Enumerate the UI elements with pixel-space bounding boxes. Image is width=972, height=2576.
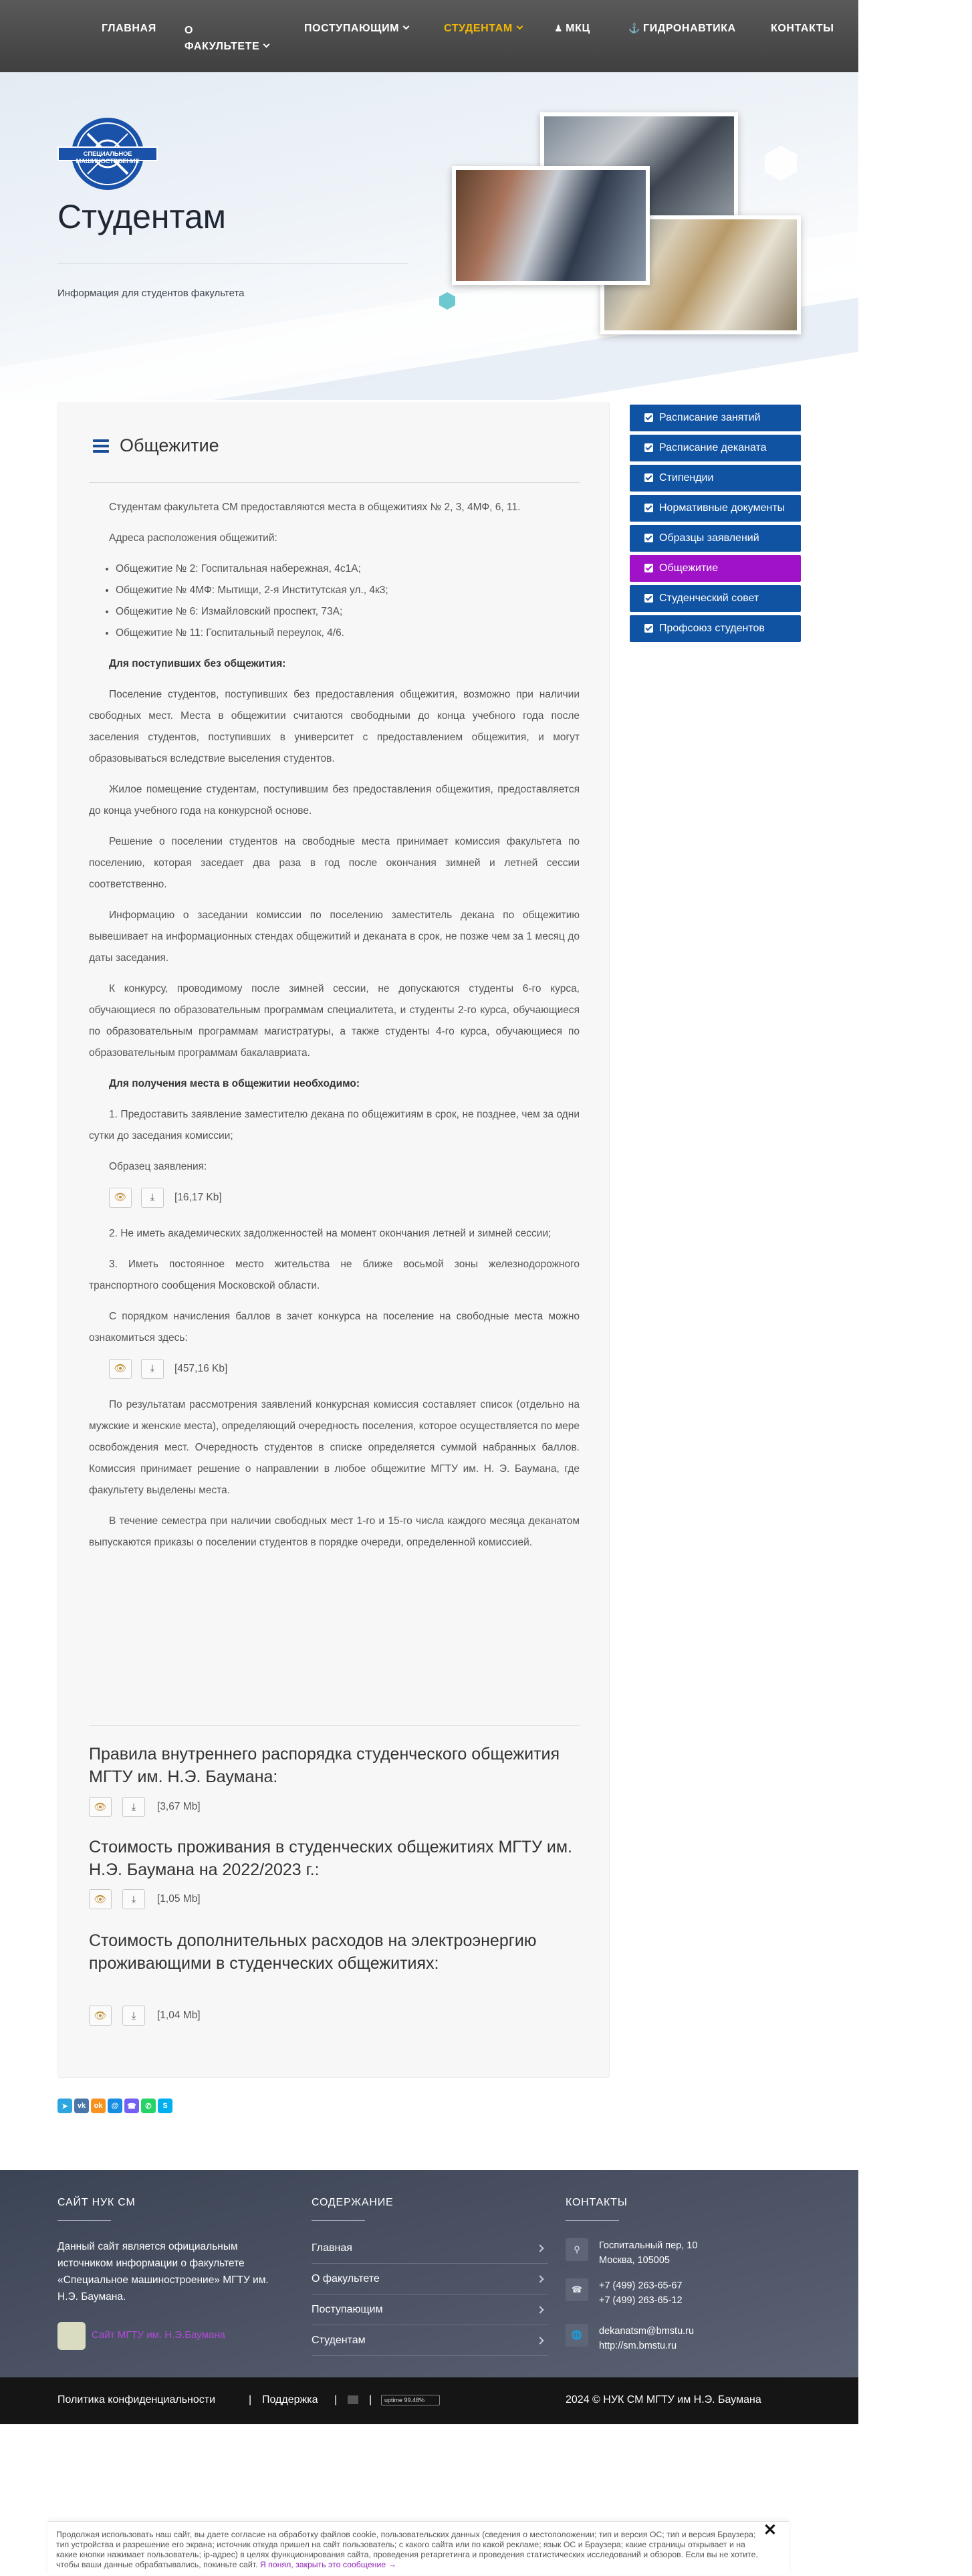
section-divider (89, 482, 580, 483)
footer-link-about[interactable] (312, 2264, 548, 2294)
footer-link-label: О факультете (312, 2273, 380, 2284)
separator: | (369, 2394, 372, 2405)
paragraph: Жилое помещение студентам, поступившим без предоставления общежития, предоставляется до конца учебного года на конкурсной основе. (89, 784, 580, 817)
nav-about[interactable] (185, 23, 269, 55)
file-size: [1,04 Mb] (157, 2010, 201, 2021)
globe-icon: 🌐 (566, 2324, 588, 2347)
doc-title: Правила внутреннего распорядка студенческого общежития МГТУ им. Н.Э. Баумана: (89, 1745, 560, 1786)
person-icon: ♟ (554, 23, 564, 33)
chevron-right-icon (536, 2306, 543, 2313)
site-footer (0, 2170, 858, 2377)
phone-link[interactable]: +7 (499) 263-65-12 (599, 2295, 683, 2306)
privacy-policy-link[interactable]: Политика конфиденциальности (57, 2394, 216, 2405)
download-icon: ⤓ (150, 1192, 155, 1203)
cookie-banner (48, 2521, 789, 2575)
separator: | (249, 2394, 252, 2405)
sidebar-menu (630, 405, 801, 645)
footer-bottom-bar (0, 2377, 858, 2424)
download-icon: ⤓ (131, 1893, 136, 1905)
nav-mkc-label: МКЦ (566, 23, 590, 34)
footer-heading: СОДЕРЖАНИЕ (312, 2197, 394, 2208)
subheading: Для поступивших без общежития: (109, 658, 286, 669)
sidebar-item-student-council[interactable] (630, 585, 801, 612)
sidebar-item-label: Расписание деканата (659, 442, 767, 453)
footer-link-students[interactable] (312, 2325, 548, 2356)
checkbox-icon (644, 624, 653, 633)
eye-icon: 👁 (94, 2010, 107, 2022)
sidebar-item-dormitory[interactable] (630, 555, 801, 582)
file-size: [3,67 Mb] (157, 1801, 201, 1812)
paragraph: В течение семестра при наличии свободных мест 1-го и 15-го числа каждого месяца деканатом выпускаются приказы о поселении студентов в порядке очереди, определенной комиссией. (89, 1515, 580, 1548)
download-file-button[interactable] (141, 1188, 164, 1208)
sidebar-item-label: Нормативные документы (659, 502, 785, 514)
sidebar-item-regulations[interactable] (630, 495, 801, 522)
paragraph: 2. Не иметь академических задолженностей на момент окончания летней и зимней сессии; (109, 1228, 552, 1239)
address-line: Госпитальный пер, 10 (599, 2240, 698, 2251)
telegram-icon[interactable]: ➤ (57, 2099, 72, 2113)
phone-link[interactable]: +7 (499) 263-65-67 (599, 2280, 683, 2291)
counter-icon[interactable] (348, 2395, 358, 2404)
paragraph: Адреса расположения общежитий: (109, 532, 277, 544)
view-file-button[interactable] (109, 1359, 132, 1379)
page-subtitle: Информация для студентов факультета (57, 288, 245, 299)
nav-applicants-label: ПОСТУПАЮЩИМ (304, 23, 400, 34)
article-body (89, 497, 580, 1563)
subheading: Для получения места в общежитии необходимо: (109, 1078, 360, 1089)
nav-hydronautics[interactable] (628, 23, 736, 35)
hexagon-decor-icon (762, 144, 800, 182)
doc-title: Стоимость проживания в студенческих общежитиях МГТУ им. Н.Э. Баумана на 2022/2023 г.: (89, 1838, 572, 1879)
paragraph: По результатам рассмотрения заявлений конкурсная комиссия составляет список (отдельно на мужские и женские места), определяющий очередность поселения, которое осуществляется по мере освобождения мест. Очередность студентов в списке определяется суммой набранных баллов. Комиссия принимает решение о направлении в любое общежитие МГТУ им. Н. Э. Баумана, где факультету выделены места. (89, 1399, 580, 1496)
eye-icon: 👁 (94, 1802, 107, 1813)
paragraph: С порядком начисления баллов в зачет конкурса на поселение на свободные места можно ознакомиться здесь: (89, 1311, 580, 1344)
sidebar-item-label: Расписание занятий (659, 412, 761, 423)
doc-title: Стоимость дополнительных расходов на электроэнергию проживающими в студенческих общежитиях: (89, 1931, 537, 1973)
docs-divider (89, 1725, 580, 1726)
sidebar-item-label: Общежитие (659, 562, 719, 574)
share-buttons (57, 2099, 174, 2113)
uptime-badge[interactable]: uptime 99.48% (381, 2395, 440, 2405)
doc-file-row (89, 1797, 201, 1817)
footer-link-label: Студентам (312, 2335, 366, 2346)
viber-icon[interactable]: ☎ (124, 2099, 139, 2113)
nav-mkc[interactable] (554, 23, 590, 35)
paragraph: 3. Иметь постоянное место жительства не ближе восьмой зоны железнодорожного транспортного сообщения Московской области. (89, 1259, 580, 1291)
hexagon-decor-icon (438, 292, 457, 310)
chevron-down-icon (263, 41, 270, 48)
contact-address (566, 2238, 697, 2268)
checkbox-icon (644, 473, 653, 482)
sidebar-item-trade-union[interactable] (630, 615, 801, 642)
footer-heading: КОНТАКТЫ (566, 2197, 628, 2208)
checkbox-icon (644, 504, 653, 512)
contact-phones (566, 2278, 683, 2308)
checkbox-icon (644, 413, 653, 422)
footer-link-label: Главная (312, 2242, 352, 2254)
paragraph: Образец заявления: (109, 1161, 207, 1172)
footer-heading-line (566, 2220, 619, 2221)
paragraph: Решение о поселении студентов на свободные места принимает комиссия факультета по поселению, которая заседает два раза в год после окончания зимней и летней сессии соответственно. (89, 836, 580, 890)
page-title: Студентам (57, 198, 227, 235)
download-icon: ⤓ (150, 1363, 155, 1374)
footer-link-applicants[interactable] (312, 2294, 548, 2325)
vk-icon[interactable]: vk (74, 2099, 89, 2113)
nav-home[interactable] (102, 23, 156, 35)
list-item: • Общежитие № 4МФ: Мытищи, 2-я Институтская ул., 4к3; (116, 580, 580, 601)
paragraph: 1. Предоставить заявление заместителю декана по общежитиям в срок, не позднее, чем за одни сутки до заседания комиссии; (89, 1109, 580, 1142)
sidebar-item-label: Образцы заявлений (659, 532, 759, 544)
download-file-button[interactable] (141, 1359, 164, 1379)
footer-about-text: Данный сайт является официальным источником информации о факультете «Специальное машиностроение» МГТУ им. Н.Э. Баумана. (57, 2241, 269, 2302)
list-item: • Общежитие № 6: Измайловский проспект, 73А; (116, 601, 580, 623)
footer-heading-line (57, 2220, 111, 2221)
nav-about-label: О (185, 25, 194, 36)
checkbox-icon (644, 564, 653, 572)
checkbox-icon (644, 534, 653, 542)
eye-icon: 👁 (114, 1192, 127, 1203)
sidebar-item-label: Профсоюз студентов (659, 623, 765, 634)
download-file-button[interactable] (122, 2006, 145, 2026)
footer-link-home[interactable] (312, 2233, 548, 2264)
download-file-button[interactable] (122, 1797, 145, 1817)
nav-students-label: СТУДЕНТАМ (444, 23, 513, 34)
separator: | (334, 2394, 338, 2405)
ship-icon: ⚓ (628, 23, 641, 33)
address-list (116, 558, 580, 644)
nav-contacts-label: КОНТАКТЫ (771, 23, 834, 34)
section-title: Общежитие (120, 435, 219, 455)
bmstu-emblem-icon[interactable] (57, 2322, 86, 2350)
nav-applicants[interactable] (304, 23, 408, 35)
view-file-button[interactable] (89, 1889, 112, 1909)
copyright: 2024 © НУК СМ МГТУ им Н.Э. Баумана (566, 2394, 761, 2405)
cookie-accept-link[interactable]: Я понял, закрыть это сообщение → (259, 2560, 396, 2569)
download-file-button[interactable] (122, 1889, 145, 1909)
close-icon[interactable]: ✕ (763, 2521, 777, 2539)
paragraph: Поселение студентов, поступивших без предоставления общежития, возможно при наличии свободных мест. Места в общежитии считаются свободными до конца учебного года после заселения студентов, поступивших в университет с предоставлением общежития, и могут образовываться вследствие выселения студентов. (89, 689, 580, 764)
support-link[interactable]: Поддержка (262, 2394, 318, 2405)
chevron-down-icon (516, 23, 523, 30)
download-icon: ⤓ (131, 1801, 136, 1813)
view-file-button[interactable] (89, 2006, 112, 2026)
section-header (93, 435, 219, 456)
footer-link-label: Поступающим (312, 2304, 383, 2315)
sidebar-item-label: Стипендии (659, 472, 714, 484)
checkbox-icon (644, 443, 653, 452)
list-item: • Общежитие № 2: Госпитальная набережная, 4с1А; (116, 558, 580, 580)
file-size: [16,17 Kb] (174, 1192, 222, 1203)
list-item: • Общежитие № 11: Госпитальный переулок, 4/6. (116, 623, 580, 644)
address-line: Москва, 105005 (599, 2255, 670, 2266)
email-link[interactable]: dekanatsm@bmstu.ru (599, 2326, 695, 2337)
sidebar-item-templates[interactable] (630, 525, 801, 552)
download-icon: ⤓ (131, 2010, 136, 2022)
phone-icon: ☎ (566, 2278, 588, 2301)
nav-contacts[interactable] (771, 23, 834, 35)
chevron-down-icon (403, 23, 410, 30)
list-icon (93, 439, 109, 453)
nav-students[interactable] (444, 23, 522, 35)
checkbox-icon (644, 594, 653, 603)
contact-web (566, 2324, 694, 2353)
nav-about-label2: ФАКУЛЬТЕТЕ (185, 41, 260, 52)
cookie-text: Продолжая использовать наш сайт, вы даете согласие на обработку файлов cookie, пользовательских данных (сведения о местоположении; тип и версия ОС; тип и версия Браузера; тип устройства и разрешение его экрана; источник откуда пришел на сайт пользователь; с какого сайта или по какой рекламе; язык ОС и Браузера; какие страницы открывает и на какие кнопки нажимает пользователь; ip-адрес) в целях функционирования сайта, проведения ретаргетинга и проведения статистических исследований и обзоров. Если вы не хотите, чтобы ваши данные обрабатывались, покиньте сайт. (56, 2530, 758, 2569)
whatsapp-icon[interactable]: ✆ (141, 2099, 156, 2113)
chevron-right-icon (536, 2244, 543, 2252)
skype-icon[interactable]: S (158, 2099, 172, 2113)
footer-heading-line (312, 2220, 365, 2221)
footer-heading: САЙТ НУК СМ (57, 2197, 136, 2208)
sidebar-item-dean-schedule[interactable] (630, 435, 801, 461)
nav-hydronautics-label: ГИДРОНАВТИКА (643, 23, 736, 34)
doc-file-row (89, 1889, 201, 1909)
chevron-right-icon (536, 2337, 543, 2344)
file-size: [1,05 Mb] (157, 1893, 201, 1905)
nav-home-label: ГЛАВНАЯ (102, 23, 156, 34)
file-row (109, 1187, 580, 1208)
view-file-button[interactable] (109, 1188, 132, 1208)
students-photo-1 (452, 166, 650, 285)
paragraph: Студентам факультета СМ предоставляются места в общежитиях № 2, 3, 4МФ, 6, 11. (109, 502, 521, 513)
file-row (109, 1358, 580, 1380)
cookie-text-block (56, 2530, 765, 2570)
paragraph: К конкурсу, проводимому после зимней сессии, не допускаются студенты 6-го курса, обучающиеся по образовательным программам специалитета, и студенты 2-го курса, обучающиеся по образовательным программам магистратуры, а также студенты 4-го курса, обучающиеся по образовательным программам бакалавриата. (89, 983, 580, 1059)
website-link[interactable]: http://sm.bmstu.ru (599, 2341, 677, 2351)
chevron-right-icon (536, 2275, 543, 2282)
top-navigation (0, 0, 858, 72)
content-card (57, 403, 610, 2078)
sidebar-item-scholarships[interactable] (630, 465, 801, 492)
paragraph: Информацию о заседании комиссии по поселению заместитель декана по общежитию вывешивает на информационных стендах общежитий и деканата в срок, не позже чем за 1 месяц до даты заседания. (89, 909, 580, 964)
bmstu-site-link[interactable]: Сайт МГТУ им. Н.Э.Баумана (92, 2329, 225, 2341)
doc-file-row (89, 2006, 201, 2026)
file-size: [457,16 Kb] (174, 1363, 228, 1374)
mailru-icon[interactable]: @ (108, 2099, 122, 2113)
logo-text: СПЕЦИАЛЬНОЕ МАШИНОСТРОЕНИЕ (76, 150, 140, 165)
eye-icon: 👁 (114, 1363, 127, 1374)
view-file-button[interactable] (89, 1797, 112, 1817)
ok-icon[interactable]: ok (91, 2099, 106, 2113)
sidebar-item-schedule[interactable] (630, 405, 801, 431)
sidebar-item-label: Студенческий совет (659, 593, 759, 604)
eye-icon: 👁 (94, 1894, 107, 1905)
map-pin-icon: ⚲ (566, 2238, 588, 2261)
